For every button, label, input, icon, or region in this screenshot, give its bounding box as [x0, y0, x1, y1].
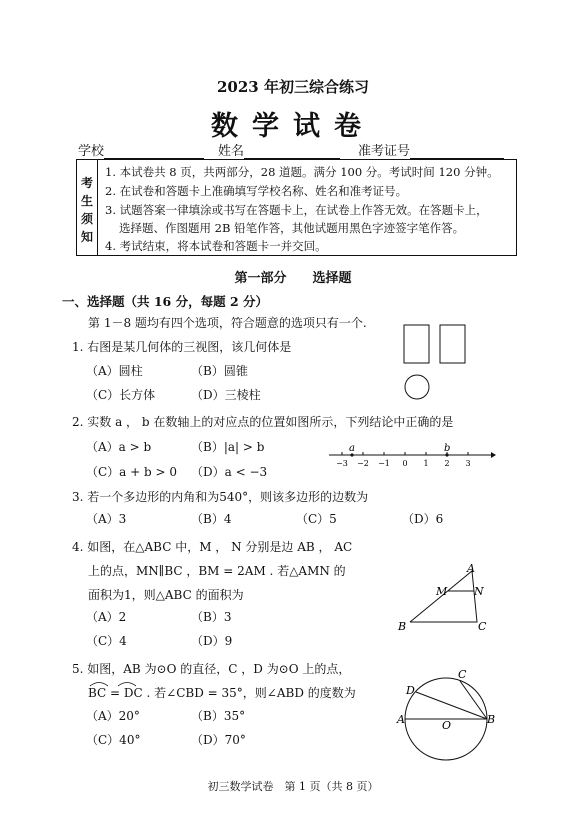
name-blank — [244, 144, 340, 159]
q4-option-d: （D）9 — [191, 634, 233, 648]
q4-stem-line-3: 面积为1，则△ABC 的面积为 — [88, 588, 244, 602]
notice-item: 4. 考试结束，将本试卷和答题卡一并交回。 — [105, 239, 327, 253]
q3-option-b: （B）4 — [191, 512, 232, 526]
ticket-blank — [410, 144, 504, 159]
q4-stem-line-2: 上的点，MN∥BC ，BM = 2AM . 若△AMN 的 — [88, 564, 346, 578]
name-label: 姓名 — [218, 144, 245, 159]
point-m-label: M — [436, 585, 448, 598]
q5-option-a: （A）20° — [86, 709, 140, 723]
candidate-notice-box — [76, 159, 517, 256]
notice-heading-char: 考 — [80, 176, 93, 190]
point-d-label: D — [406, 684, 415, 697]
notice-item: 3. 试题答案一律填涂或书写在答题卡上，在试卷上作答无效。在答题卡上， — [105, 203, 488, 217]
point-a-label: a — [349, 443, 355, 454]
page-footer: 初三数学试卷 第 1 页（共 8 页） — [207, 780, 379, 793]
exam-main-title: 数学试卷 — [211, 111, 375, 142]
notice-item: 选择题、作图题用 2B 铅笔作答，其他试题用黑色字迹签字笔作答。 — [119, 221, 465, 235]
vertex-b-label: B — [398, 620, 407, 633]
point-c-label: C — [458, 668, 467, 681]
q2-option-b: （B）|a| > b — [191, 440, 265, 454]
q1-option-a: （A）圆柱 — [86, 364, 143, 378]
q4-option-b: （B）3 — [191, 610, 232, 624]
part-one-title: 第一部分 选择题 — [234, 271, 352, 286]
point-n-label: N — [474, 585, 484, 598]
ticket-field — [358, 140, 504, 159]
q3-option-d: （D）6 — [402, 512, 444, 526]
notice-heading-char: 知 — [80, 230, 93, 244]
axis-tick-label: 3 — [465, 459, 471, 468]
notice-item: 1. 本试卷共 8 页，共两部分，28 道题。满分 100 分。考试时间 120 分钟。 — [105, 165, 499, 179]
point-b-label: B — [487, 713, 496, 726]
q1-stem: 1. 右图是某几何体的三视图，该几何体是 — [72, 340, 292, 354]
q2-option-d: （D）a < −3 — [191, 465, 268, 479]
q3-option-a: （A）3 — [86, 512, 127, 526]
q4-stem-line-1: 4. 如图，在△ABC 中，M ， N 分别是边 AB ， AC — [72, 540, 353, 554]
q2-option-a: （A）a > b — [86, 440, 152, 454]
three-view-figure — [398, 320, 470, 406]
q5-stem-line-1: 5. 如图，AB 为⊙O 的直径，C ，D 为⊙O 上的点， — [72, 662, 351, 676]
school-field — [78, 140, 204, 159]
q4-option-a: （A）2 — [86, 610, 127, 624]
circle-figure — [394, 663, 500, 775]
q1-option-d: （D）三棱柱 — [191, 388, 261, 402]
school-blank — [104, 144, 204, 159]
axis-tick-label: −3 — [336, 459, 348, 468]
notice-item: 2. 在试卷和答题卡上准确填写学校名称、姓名和准考证号。 — [105, 184, 408, 198]
front-view-rect — [404, 325, 429, 363]
q1-option-b: （B）圆锥 — [191, 364, 248, 378]
vertex-a-label: A — [467, 562, 475, 575]
axis-tick-label: −1 — [378, 459, 390, 468]
point-b-label: b — [444, 443, 451, 454]
point-a-label: A — [397, 713, 405, 726]
q3-option-c: （C）5 — [296, 512, 337, 526]
q5-option-d: （D）70° — [191, 733, 246, 747]
chord-bd — [416, 692, 487, 719]
axis-tick-label: 1 — [423, 459, 429, 468]
q3-stem: 3. 若一个多边形的内角和为540°，则该多边形的边数为 — [72, 490, 369, 504]
axis-tick-label: 0 — [402, 459, 408, 468]
arc-marks — [88, 679, 148, 687]
number-line-figure — [326, 440, 496, 472]
notice-heading-char: 生 — [80, 194, 93, 208]
triangle-figure — [392, 560, 492, 636]
exam-year-title: 2023 年初三综合练习 — [217, 78, 369, 96]
section-title: 一、选择题（共 16 分，每题 2 分） — [62, 294, 269, 309]
name-field — [218, 140, 340, 159]
vertex-c-label: C — [478, 620, 487, 633]
side-view-rect — [440, 325, 465, 363]
school-label: 学校 — [78, 144, 105, 159]
axis-ticks — [336, 452, 470, 468]
q5-stem-line-2: BC = DC . 若∠CBD = 35°，则∠ABD 的度数为 — [88, 686, 356, 700]
axis-tick-label: −2 — [357, 459, 369, 468]
q5-option-b: （B）35° — [191, 709, 246, 723]
number-line-arrow — [491, 452, 496, 458]
arc-dc-mark — [118, 683, 136, 687]
q2-option-c: （C）a + b > 0 — [86, 465, 178, 479]
ticket-label: 准考证号 — [358, 144, 411, 159]
q5-option-c: （C）40° — [86, 733, 141, 747]
top-view-circle — [405, 375, 429, 399]
section-instruction: 第 1－8 题均有四个选项，符合题意的选项只有一个. — [88, 316, 367, 330]
arc-bc-mark — [90, 683, 108, 687]
center-o-label: O — [442, 719, 452, 732]
q2-stem: 2. 实数 a ， b 在数轴上的对应点的位置如图所示，下列结论中正确的是 — [72, 415, 454, 429]
chord-bc — [460, 681, 487, 719]
axis-tick-label: 2 — [444, 459, 450, 468]
q4-option-c: （C）4 — [86, 634, 127, 648]
q1-option-c: （C）长方体 — [86, 388, 156, 402]
notice-heading-char: 须 — [80, 212, 93, 226]
notice-heading — [77, 160, 98, 255]
